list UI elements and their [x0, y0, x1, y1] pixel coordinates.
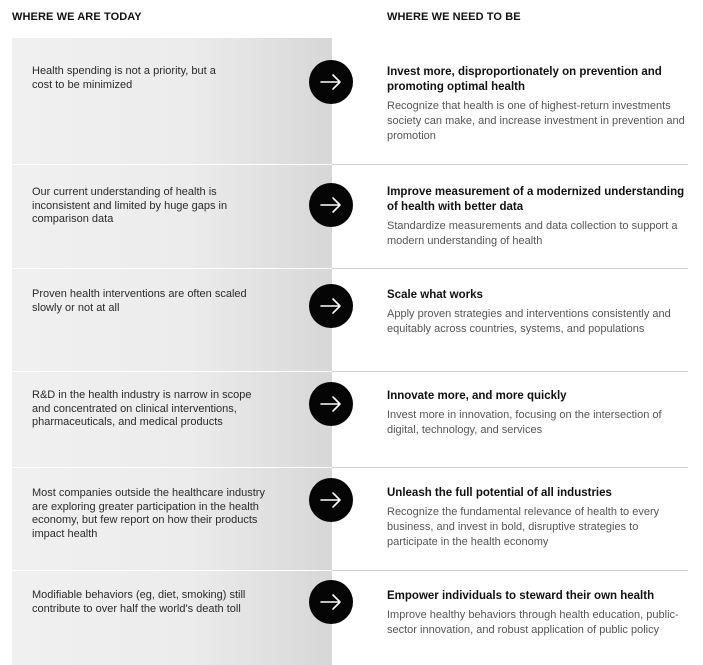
row-divider [12, 268, 688, 269]
arrow-right-icon [309, 478, 353, 522]
need-title: Unleash the full potential of all industries [387, 487, 612, 499]
need-description: Apply proven strategies and interventions consistently and equitably across countries, systems, and populations [387, 308, 671, 335]
need-title: Scale what works [387, 289, 483, 301]
need-description: Improve healthy behaviors through health education, public-sector innovation, and robust application of public policy [387, 609, 679, 636]
need-title: Innovate more, and more quickly [387, 390, 567, 402]
need-description: Invest more in innovation, focusing on the intersection of digital, technology, and services [387, 409, 662, 436]
header-today: WHERE WE ARE TODAY [12, 11, 142, 23]
today-text: R&D in the health industry is narrow in scope and concentrated on clinical interventions, pharmaceuticals, and medical products [32, 389, 252, 428]
row-divider [12, 467, 688, 468]
arrow-right-icon [309, 183, 353, 227]
need-title: Empower individuals to steward their own health [387, 590, 655, 602]
need-title: Invest more, disproportionately on prevention and promoting optimal health [387, 66, 662, 93]
need-block [387, 589, 687, 638]
arrow-right-icon [309, 60, 353, 104]
arrow-right-icon [309, 580, 353, 624]
need-description: Recognize that health is one of highest-return investments society can make, and increase investment in prevention and promotion [387, 100, 685, 142]
need-block [387, 185, 687, 249]
today-text: Proven health interventions are often scaled slowly or not at all [32, 288, 247, 314]
today-text: Our current understanding of health is inconsistent and limited by huge gaps in comparison data [32, 186, 228, 225]
today-text: Most companies outside the healthcare industry are exploring greater participation in the health economy, but few report on how their products impact health [32, 487, 265, 540]
need-block [387, 486, 687, 550]
today-text: Health spending is not a priority, but a cost to be minimized [32, 65, 216, 91]
row-divider [12, 371, 688, 372]
need-block [387, 288, 687, 337]
header-need: WHERE WE NEED TO BE [387, 11, 521, 23]
arrow-right-icon [309, 284, 353, 328]
row-divider [12, 570, 688, 571]
row-divider [12, 164, 688, 165]
need-title: Improve measurement of a modernized understanding of health with better data [387, 186, 685, 213]
need-block [387, 65, 687, 144]
need-description: Recognize the fundamental relevance of health to every business, and invest in bold, disruptive strategies to participate in the health economy [387, 506, 660, 548]
need-block [387, 389, 687, 438]
today-text: Modifiable behaviors (eg, diet, smoking) still contribute to over half the world's death toll [32, 589, 246, 615]
arrow-right-icon [309, 382, 353, 426]
need-description: Standardize measurements and data collection to support a modern understanding of health [387, 220, 678, 247]
